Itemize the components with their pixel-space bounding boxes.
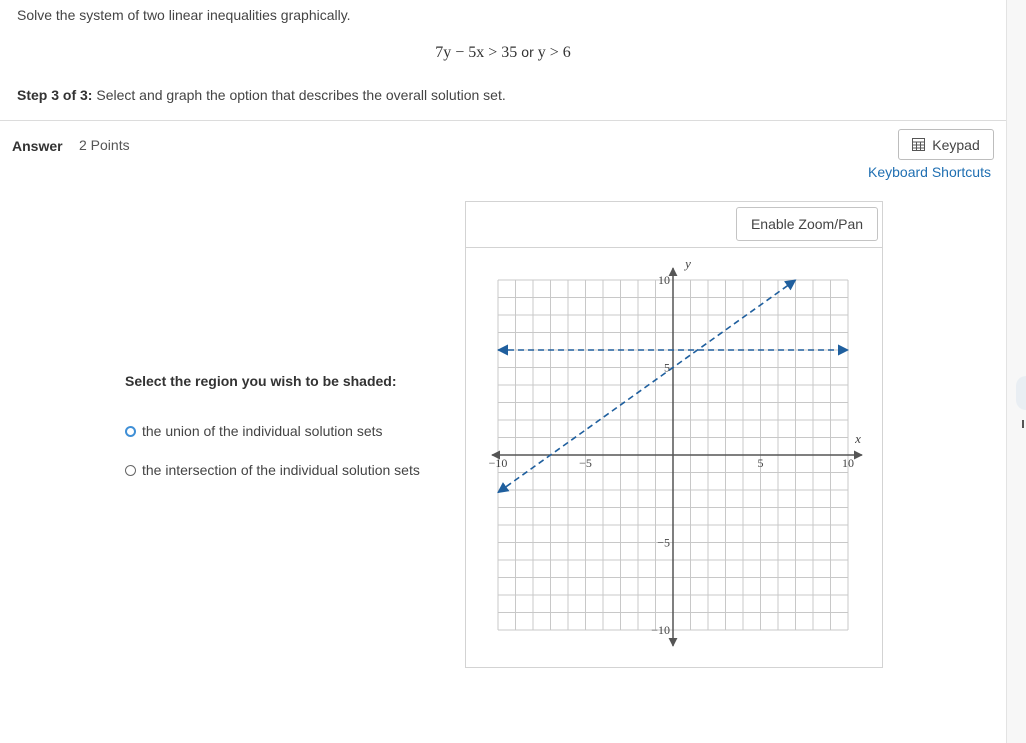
side-tab-mark: [1022, 420, 1024, 428]
x-tick-label: 10: [842, 456, 854, 470]
x-tick-label: −5: [579, 456, 592, 470]
points-label: 2 Points: [79, 137, 130, 153]
step-prefix: Step 3 of 3:: [17, 87, 93, 103]
keyboard-shortcuts-link[interactable]: Keyboard Shortcuts: [868, 164, 991, 180]
inequality-1: 7y − 5x > 35: [435, 44, 518, 61]
intersection-radio[interactable]: [125, 465, 136, 476]
inequality-system: [0, 44, 1006, 62]
y-axis-label: y: [685, 256, 691, 271]
side-tab[interactable]: [1016, 376, 1026, 410]
union-radio[interactable]: [125, 426, 136, 437]
x-axis-label: x: [855, 431, 861, 446]
intersection-option-label: the intersection of the individual solution sets: [142, 462, 420, 478]
coordinate-plane[interactable]: [466, 202, 882, 667]
section-divider: [0, 120, 1006, 121]
y-tick-label: 10: [658, 273, 670, 287]
y-tick-label: −10: [651, 623, 670, 637]
keypad-label: Keypad: [932, 136, 980, 153]
inequality-connector: or: [521, 44, 534, 60]
step-text: Select and graph the option that describes the overall solution set.: [96, 87, 506, 103]
boundary-line-slanted: [498, 280, 796, 493]
graph-panel: [465, 201, 883, 668]
question-instruction: Solve the system of two linear inequalities graphically.: [17, 7, 351, 23]
intersection-option[interactable]: [125, 462, 420, 478]
shading-prompt: Select the region you wish to be shaded:: [125, 373, 397, 389]
step-instruction: [17, 87, 506, 103]
calculator-icon: [912, 138, 925, 151]
x-tick-label: −10: [488, 456, 508, 470]
union-option-label: the union of the individual solution sets: [142, 423, 383, 439]
answer-label: Answer: [12, 138, 63, 154]
enable-zoom-pan-button[interactable]: Enable Zoom/Pan: [736, 207, 878, 241]
y-tick-label: −5: [657, 535, 670, 550]
union-option[interactable]: [125, 423, 383, 439]
right-gutter: [1007, 0, 1026, 743]
keypad-button[interactable]: [898, 129, 994, 160]
y-tick-label: 5: [664, 360, 670, 375]
x-tick-label: 5: [757, 456, 764, 470]
inequality-2: y > 6: [537, 44, 571, 61]
